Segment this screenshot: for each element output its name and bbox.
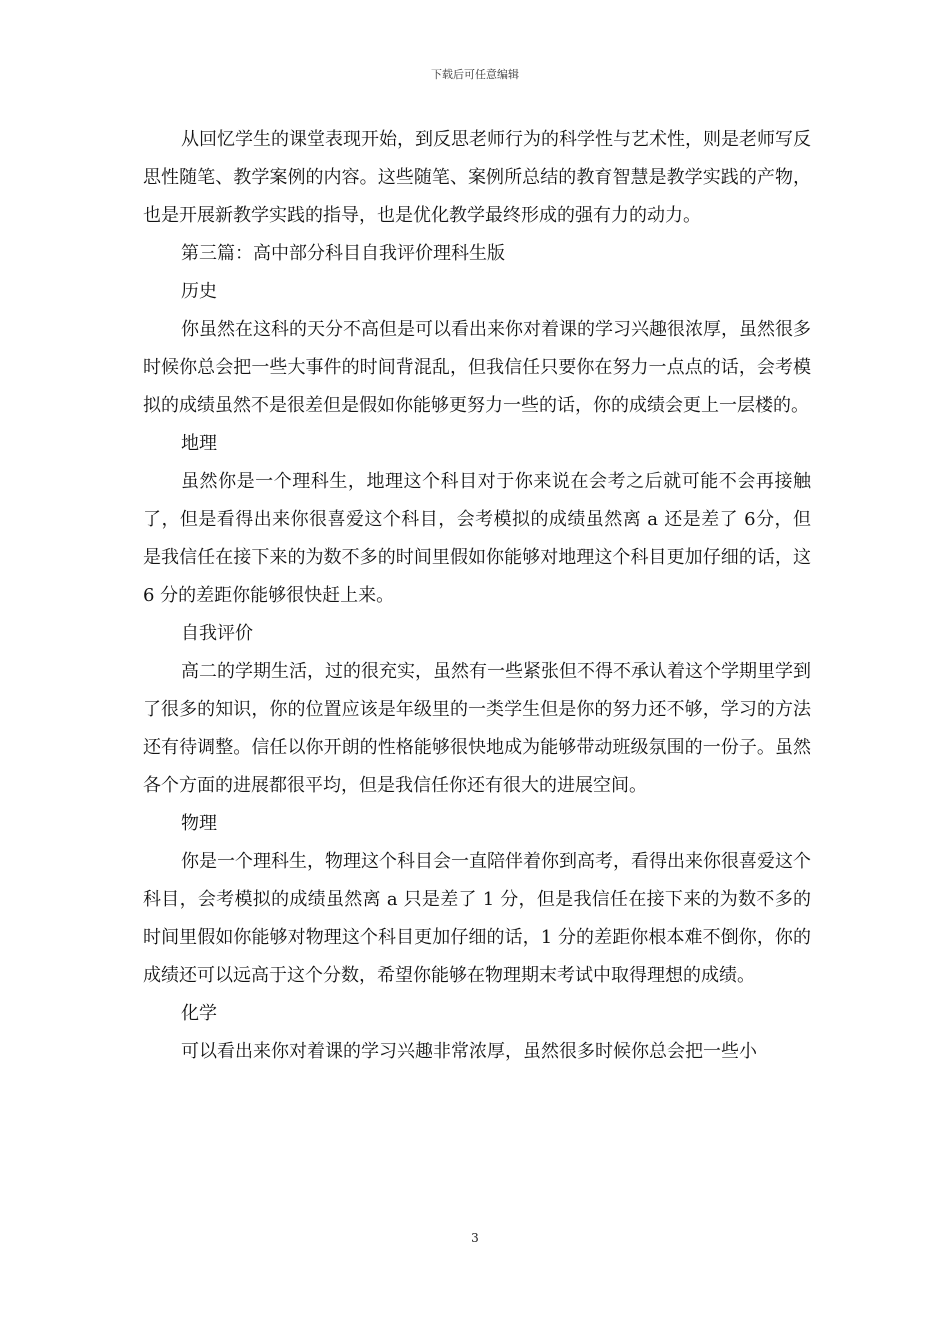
subject-heading-self-evaluation: 自我评价 [181,623,253,644]
subject-heading-geography: 地理 [181,433,217,454]
subject-heading-history: 历史 [181,281,217,302]
paragraph-physics: 你是一个理科生，物理这个科目会一直陪伴着你到高考，看得出来你很喜爱这个科目，会考模拟的成绩虽然离 a 只是差了 1 分，但是我信任在接下来的为数不多的时间里假如你能够对物理这个科目更加仔细的话，1 分的差距你根本难不倒你，你的成绩还可以远高于这个分数，希望你能够在物理期末考试中取得理想的成绩。 [143,851,811,986]
page-number: 3 [471,1231,479,1245]
subject-heading-chemistry: 化学 [181,1003,217,1024]
paragraph-intro: 从回忆学生的课堂表现开始，到反思老师行为的科学性与艺术性，则是老师写反思性随笔、教学案例的内容。这些随笔、案例所总结的教育智慧是教学实践的产物，也是开展新教学实践的指导，也是优化教学最终形成的强有力的动力。 [143,129,811,226]
paragraph-chemistry: 可以看出来你对着课的学习兴趣非常浓厚，虽然很多时候你总会把一些小 [181,1041,757,1062]
subject-heading-physics: 物理 [181,813,217,834]
paragraph-history: 你虽然在这科的天分不高但是可以看出来你对着课的学习兴趣很浓厚，虽然很多时候你总会把一些大事件的时间背混乱，但我信任只要你在努力一点点的话，会考模拟的成绩虽然不是很差但是假如你能够更努力一些的话，你的成绩会更上一层楼的。 [143,319,811,416]
paragraph-geography: 虽然你是一个理科生，地理这个科目对于你来说在会考之后就可能不会再接触了，但是看得出来你很喜爱这个科目，会考模拟的成绩虽然离 a 还是差了 6分，但是我信任在接下来的为数不多的时间里假如你能够对地理这个科目更加仔细的话，这 6 分的差距你能够很快赶上来。 [143,471,811,606]
page-header: 下载后可任意编辑 [431,68,519,81]
section-title: 第三篇：高中部分科目自我评价理科生版 [181,243,505,264]
paragraph-self-evaluation: 高二的学期生活，过的很充实，虽然有一些紧张但不得不承认着这个学期里学到了很多的知识，你的位置应该是年级里的一类学生但是你的努力还不够，学习的方法还有待调整。信任以你开朗的性格能够很快地成为能够带动班级氛围的一份子。虽然各个方面的进展都很平均，但是我信任你还有很大的进展空间。 [143,661,811,796]
document-body [143,121,811,1071]
